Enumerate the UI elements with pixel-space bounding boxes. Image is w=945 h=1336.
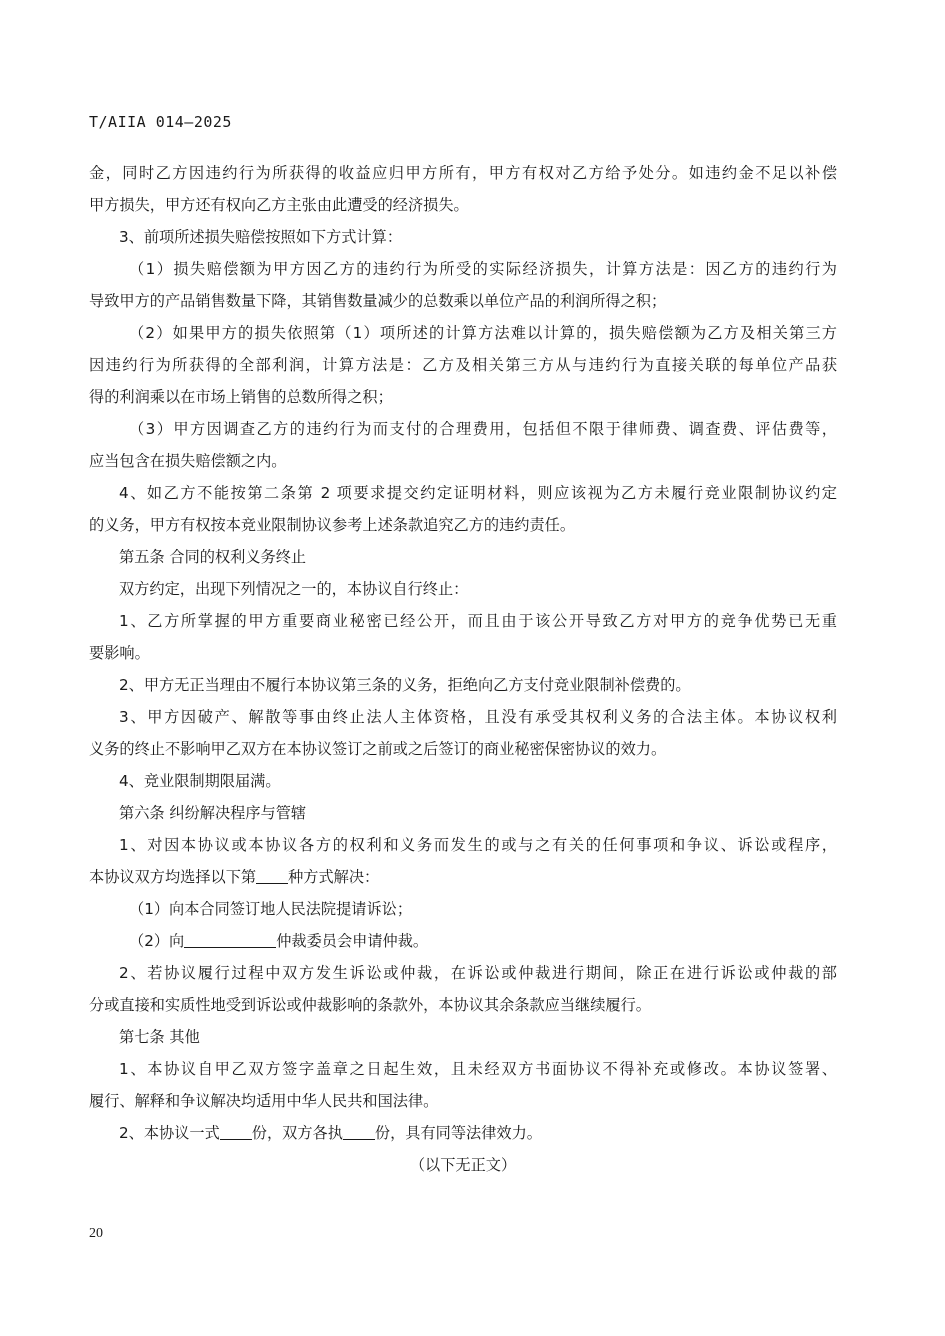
paragraph-line [89,861,837,893]
section-heading-article-7: 第七条 其他 [119,1028,200,1046]
paragraph-line: 导致甲方的产品销售数量下降，其销售数量减少的总数乘以单位产品的利润所得之积； [89,292,667,310]
paragraph-line: （1）损失赔偿额为甲方因乙方的违约行为所受的实际经济损失，计算方法是：因乙方的违约行为 [129,260,837,278]
section-heading-article-6: 第六条 纠纷解决程序与管辖 [119,804,307,822]
paragraph-line: 因违约行为所获得的全部利润，计算方法是：乙方及相关第三方从与违约行为直接关联的每单位产品获 [89,356,837,374]
paragraph-line: 1、对因本协议或本协议各方的权利和义务而发生的或与之有关的任何事项和争议、诉讼或程序， [119,836,837,854]
paragraph-line: 分或直接和实质性地受到诉讼或仲裁影响的条款外，本协议其余条款应当继续履行。 [89,996,651,1014]
paragraph-line: 4、竞业限制期限届满。 [119,772,281,790]
paragraph-line: 3、甲方因破产、解散等事由终止法人主体资格，且没有承受其权利义务的合法主体。本协议权利 [119,708,837,726]
page-number: 20 [89,1226,103,1241]
text-segment: 份，双方各执 [251,1124,343,1142]
fill-in-blank[interactable] [343,1121,375,1140]
document-body [89,157,837,1181]
paragraph-line: （2）如果甲方的损失依照第（1）项所述的计算方法难以计算的，损失赔偿额为乙方及相关第三方 [129,324,837,342]
paragraph-line: 的义务，甲方有权按本竞业限制协议参考上述条款追究乙方的违约责任。 [89,516,575,534]
paragraph-line: 2、甲方无正当理由不履行本协议第三条的义务，拒绝向乙方支付竞业限制补偿费的。 [119,676,691,694]
paragraph-line: 1、乙方所掌握的甲方重要商业秘密已经公开，而且由于该公开导致乙方对甲方的竞争优势已无重 [119,612,837,630]
paragraph-line: 金，同时乙方因违约行为所获得的收益应归甲方所有，甲方有权对乙方给予处分。如违约金不足以补偿 [89,164,837,182]
paragraph-line: 义务的终止不影响甲乙双方在本协议签订之前或之后签订的商业秘密保密协议的效力。 [89,740,667,758]
paragraph-line: 要影响。 [89,644,150,662]
paragraph-line: 甲方损失，甲方还有权向乙方主张由此遭受的经济损失。 [89,196,469,214]
fill-in-blank[interactable] [256,865,288,884]
paragraph-line: 4、如乙方不能按第二条第 2 项要求提交约定证明材料，则应该视为乙方未履行竞业限制协议约定 [119,484,837,502]
end-of-text-note: （以下无正文） [409,1156,517,1174]
standard-code-header: T/AIIA 014—2025 [89,113,232,131]
paragraph-line: （3）甲方因调查乙方的违约行为而支付的合理费用，包括但不限于律师费、调查费、评估费等， [129,420,837,438]
text-segment: 本协议双方均选择以下第 [89,868,257,886]
paragraph-line [89,925,837,957]
text-segment: （2）向 [129,932,185,950]
text-segment: 2、本协议一式 [119,1124,220,1142]
paragraph-line: 3、前项所述损失赔偿按照如下方式计算： [119,228,403,246]
paragraph-line: 得的利润乘以在市场上销售的总数所得之积； [89,388,393,406]
paragraph-line: （1）向本合同签订地人民法院提请诉讼； [129,900,413,918]
paragraph-line: 履行、解释和争议解决均适用中华人民共和国法律。 [89,1092,439,1110]
text-segment: 种方式解决： [288,868,380,886]
section-heading-article-5: 第五条 合同的权利义务终止 [119,548,307,566]
paragraph-line: 应当包含在损失赔偿额之内。 [89,452,287,470]
text-segment: 仲裁委员会申请仲裁。 [276,932,429,950]
fill-in-blank[interactable] [184,929,276,948]
fill-in-blank[interactable] [220,1121,252,1140]
paragraph-line: 双方约定，出现下列情况之一的，本协议自行终止： [119,580,469,598]
text-segment: 份，具有同等法律效力。 [374,1124,542,1142]
paragraph-line [89,1117,837,1149]
paragraph-line: 1、本协议自甲乙双方签字盖章之日起生效，且未经双方书面协议不得补充或修改。本协议签署、 [119,1060,837,1078]
paragraph-line: 2、若协议履行过程中双方发生诉讼或仲裁，在诉讼或仲裁进行期间，除正在进行诉讼或仲裁的部 [119,964,837,982]
